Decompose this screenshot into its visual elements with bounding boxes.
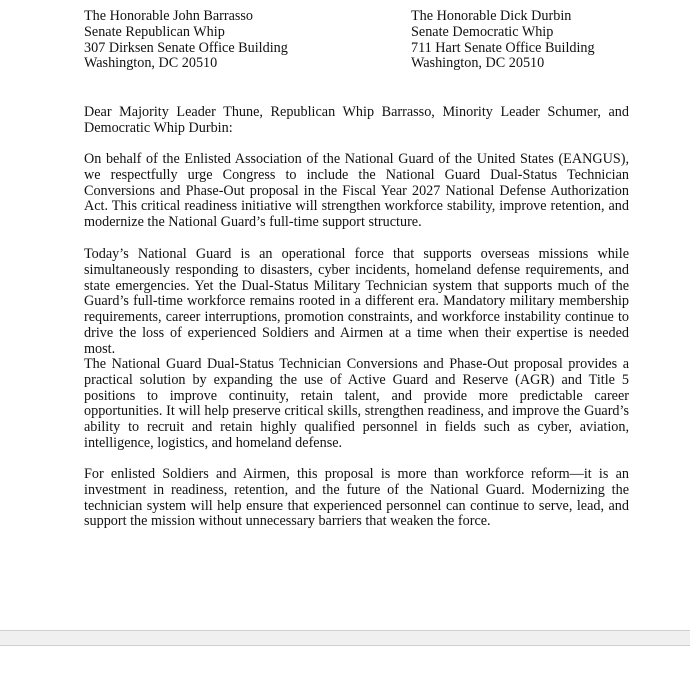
recipient-city: Washington, DC 20510 [84, 55, 218, 72]
recipient-title: Senate Democratic Whip [411, 23, 554, 40]
recipient-address-block-right [411, 9, 595, 72]
recipient-office: 711 Hart Senate Office Building [411, 39, 595, 56]
body-paragraph: Today’s National Guard is an operational force that supports overseas missions while simultaneously responding to disasters, cyber incidents, homeland defense requirements, and state emergencies. Yet the Dual-Status Military Technician system that supports much of the Guard’s full-time workforce remains rooted in a different era. Mandatory military membership requirements, career interruptions, promotion constraints, and workforce instability continue to drive the loss of experienced Soldiers and Airmen at a time when their expertise is needed most. [84, 246, 629, 357]
recipient-name: The Honorable John Barrasso [84, 8, 254, 24]
recipient-name: The Honorable Dick Durbin [411, 8, 572, 24]
recipient-city: Washington, DC 20510 [411, 55, 545, 72]
recipient-address-block-left [84, 9, 288, 72]
salutation: Dear Majority Leader Thune, Republican Whip Barrasso, Minority Leader Schumer, and Democratic Whip Durbin: [84, 104, 629, 136]
recipient-office: 307 Dirksen Senate Office Building [84, 39, 288, 56]
body-paragraph: For enlisted Soldiers and Airmen, this proposal is more than workforce reform—it is an investment in readiness, retention, and the future of the National Guard. Modernizing the technician system will help ensure that experienced personnel can continue to serve, lead, and support the mission without unnecessary barriers that weaken the force. [84, 466, 629, 530]
next-page [0, 645, 690, 685]
body-paragraph: The National Guard Dual-Status Technician Conversions and Phase-Out proposal provides a practical solution by expanding the use of Active Guard and Reserve (AGR) and Title 5 positions to improve continuity, retain talent, and provide more predictable career opportunities. It will help preserve critical skills, strengthen readiness, and improve the Guard’s ability to recruit and retain highly qualified personnel in fields such as cyber, aviation, intelligence, logistics, and homeland defense. [84, 356, 629, 451]
body-paragraph: On behalf of the Enlisted Association of the National Guard of the United States (EANGUS), we respectfully urge Congress to include the National Guard Dual-Status Technician Conversions and Phase-Out proposal in the Fiscal Year 2027 National Defense Authorization Act. This critical readiness initiative will strengthen workforce stability, improve retention, and modernize the National Guard’s full-time support structure. [84, 151, 629, 231]
recipient-title: Senate Republican Whip [84, 23, 225, 40]
